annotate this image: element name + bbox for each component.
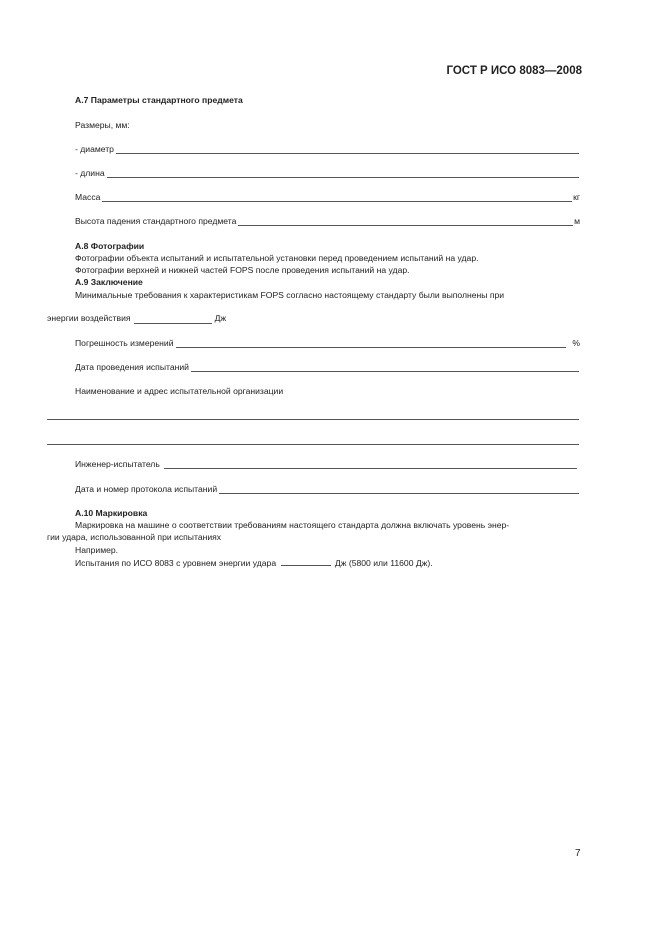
mass-unit: кг [573, 192, 580, 202]
mass-blank[interactable] [102, 192, 572, 202]
test-date-blank[interactable] [191, 362, 579, 372]
energy-unit: Дж [214, 313, 227, 323]
sizes-label: Размеры, мм: [75, 120, 130, 130]
diameter-label: - диаметр [75, 144, 114, 154]
length-field[interactable] [75, 168, 580, 179]
org-blank-line-1[interactable] [47, 419, 579, 420]
example-text [75, 557, 433, 569]
a10-line-2: гии удара, использованной при испытаниях [47, 532, 222, 542]
engineer-blank[interactable] [164, 459, 577, 469]
org-blank-line-2[interactable] [47, 444, 579, 445]
section-a7-title: А.7 Параметры стандартного предмета [75, 95, 243, 105]
test-date-label: Дата проведения испытаний [75, 362, 189, 372]
diameter-field[interactable] [75, 144, 580, 155]
drop-height-label: Высота падения стандартного предмета [75, 216, 237, 226]
error-blank[interactable] [176, 338, 567, 348]
energy-field[interactable] [47, 313, 226, 324]
engineer-label: Инженер-испытатель [75, 459, 160, 469]
example-text-after: Дж (5800 или 11600 Дж). [334, 558, 433, 568]
a9-line-1: Минимальные требования к характеристикам FOPS согласно настоящему стандарту были выполнены при [75, 290, 505, 300]
mass-label: Масса [75, 192, 101, 202]
protocol-label: Дата и номер протокола испытаний [75, 484, 218, 494]
a10-line-1: Маркировка на машине о соответствии требованиям настоящего стандарта должна включать уровень энер- [75, 520, 510, 530]
section-a8-title: А.8 Фотографии [75, 241, 145, 251]
page-number: 7 [575, 848, 581, 859]
section-a9-title: А.9 Заключение [75, 277, 143, 287]
section-a10-title: А.10 Маркировка [75, 508, 148, 518]
a8-line-1: Фотографии объекта испытаний и испытательной установки перед проведением испытаний на удар. [75, 253, 479, 263]
error-field[interactable] [75, 338, 580, 349]
engineer-field[interactable] [75, 459, 578, 470]
org-label: Наименование и адрес испытательной организации [75, 386, 284, 396]
test-date-field[interactable] [75, 362, 580, 373]
drop-height-unit: м [574, 216, 580, 226]
protocol-field[interactable] [75, 484, 580, 495]
example-text-before: Испытания по ИСО 8083 с уровнем энергии удара [75, 558, 277, 568]
example-label: Например. [75, 545, 119, 555]
example-energy-blank[interactable] [281, 557, 331, 566]
a8-line-2: Фотографии верхней и нижней частей FOPS после проведения испытаний на удар. [75, 265, 410, 275]
length-blank[interactable] [107, 168, 579, 178]
energy-blank[interactable] [134, 315, 212, 324]
error-unit: % [572, 338, 580, 348]
energy-label: энергии воздействия [47, 313, 131, 323]
mass-field[interactable] [75, 192, 580, 203]
drop-height-field[interactable] [75, 216, 580, 227]
error-label: Погрешность измерений [75, 338, 174, 348]
document-code: ГОСТ Р ИСО 8083—2008 [446, 65, 582, 77]
length-label: - длина [75, 168, 105, 178]
diameter-blank[interactable] [116, 144, 579, 154]
protocol-blank[interactable] [219, 484, 579, 494]
drop-height-blank[interactable] [238, 216, 573, 226]
